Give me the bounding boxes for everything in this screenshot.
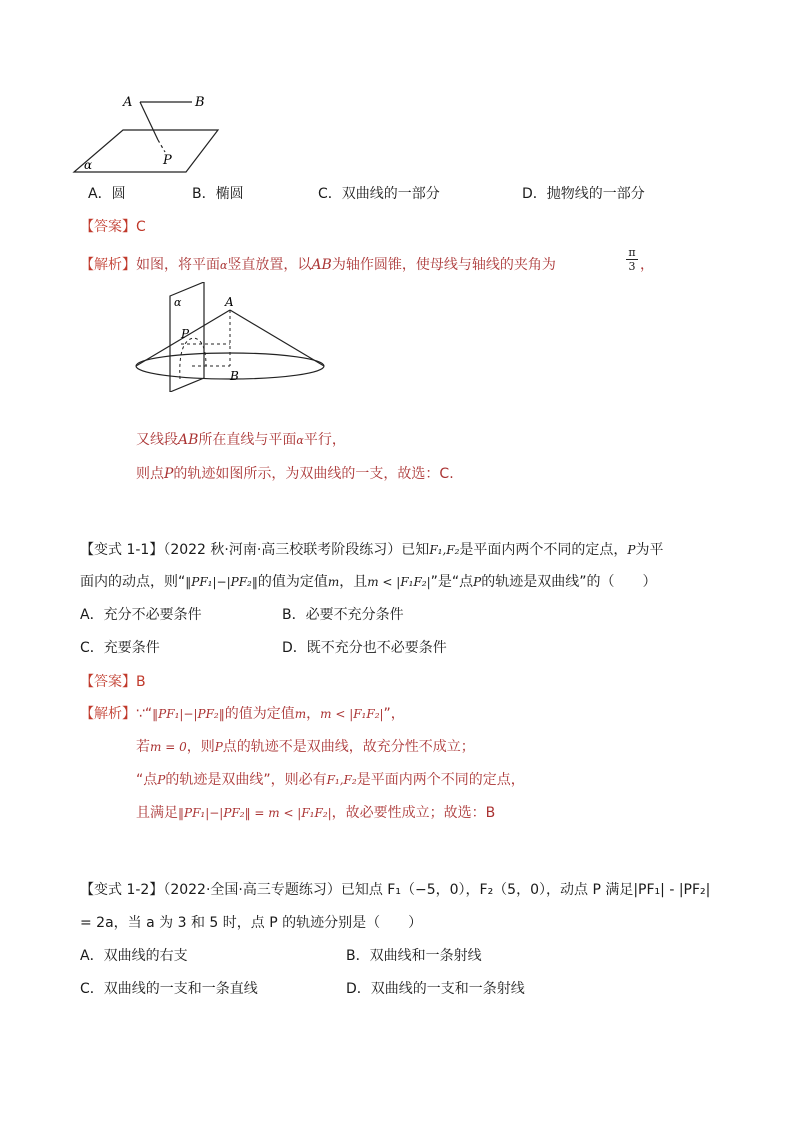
q2-answer [80, 673, 146, 691]
analysis-text: ， [306, 706, 321, 722]
q3-line2: = 2a，当 a 为 3 和 5 时，点 P 的轨迹分别是（ ） [80, 915, 423, 931]
label-alpha: α [84, 158, 93, 172]
foci: F₁,F₂ [326, 773, 357, 787]
q3-option-c: C．双曲线的一支和一条直线 [80, 981, 258, 997]
question-tag: 【变式 1-2】 [80, 882, 164, 898]
abs-expression: ‖PF₁|−|PF₂‖ [152, 707, 225, 721]
q1-analysis-line2 [136, 431, 346, 450]
condition: m < |F₁F₂| [367, 575, 431, 589]
analysis-text: 所在直线与平面 [198, 432, 297, 448]
q2-option-c: C．充要条件 [80, 640, 160, 656]
question-text: ，且 [339, 574, 368, 590]
segment-ab: AB [311, 257, 332, 273]
analysis-text: ∵“ [136, 706, 153, 722]
point-p: P [473, 575, 482, 589]
q2-line1 [80, 541, 663, 559]
analysis-text: 是平面内两个不同的定点， [356, 772, 525, 788]
answer-label: 【答案】 [80, 674, 136, 690]
q1-option-b: B．椭圆 [192, 186, 244, 202]
condition: m < |F₁F₂| [320, 707, 384, 721]
analysis-text: ，故必要性成立；故选：B [331, 805, 496, 821]
point-p: P [627, 543, 636, 557]
analysis-text: 若 [136, 739, 150, 755]
label-A: A [123, 95, 133, 110]
plane-figure [68, 88, 228, 178]
cone-label-B: B [230, 369, 239, 383]
analysis-text: 的轨迹是双曲线”，则必有 [165, 772, 327, 788]
analysis-text: 平行， [303, 432, 346, 448]
q1-analysis-line1 [80, 256, 556, 275]
analysis-text: 又线段 [136, 432, 178, 448]
analysis-label: 【解析】 [80, 257, 136, 273]
q2-line2 [80, 573, 657, 591]
point-p: P [214, 740, 223, 754]
var-m: m [327, 575, 340, 589]
point-p: P [157, 773, 166, 787]
analysis-text: ，则 [186, 739, 215, 755]
question-text: ”是“点 [430, 574, 474, 590]
analysis-label: 【解析】 [80, 706, 136, 722]
question-text: 为平 [635, 542, 664, 558]
q2-option-b: B．必要不充分条件 [282, 607, 404, 623]
fraction-pi-over-3 [626, 246, 638, 273]
question-text: （2022·全国·高三专题练习）已知点 F₁（−5，0），F₂（5，0），动点 P 满足|PF₁| - |PF₂| [163, 882, 711, 898]
answer-label: 【答案】 [80, 219, 136, 235]
q2-analysis-line1 [80, 705, 405, 723]
q2-analysis-line3 [136, 771, 525, 789]
q2-analysis-line4 [136, 804, 495, 822]
segment-ab: AB [178, 432, 199, 448]
question-text: 的轨迹是双曲线”的（ ） [481, 574, 657, 590]
cone-label-P: P [181, 327, 190, 341]
label-P: P [163, 153, 172, 168]
question-text: 面内的动点，则“ [80, 574, 186, 590]
analysis-text: ”， [383, 706, 405, 722]
q1-analysis-line3 [136, 465, 454, 483]
q2-option-a: A．充分不必要条件 [80, 607, 202, 623]
question-text: （2022 秋·河南·高三校联考阶段练习）已知 [163, 542, 430, 558]
abs-expression: ‖PF₁|−|PF₂‖ [185, 575, 258, 589]
q2-analysis-line2 [136, 738, 475, 756]
analysis-line1-end: ， [640, 257, 654, 273]
var-m: m = 0 [150, 740, 187, 754]
label-B: B [195, 95, 205, 110]
cone-label-A: A [225, 295, 234, 309]
point-p: P [164, 466, 174, 482]
var-m: m [294, 707, 307, 721]
cone-figure [134, 282, 334, 392]
q1-option-c: C．双曲线的一部分 [318, 186, 440, 202]
question-tag: 【变式 1-1】 [80, 542, 164, 558]
q1-option-d: D．抛物线的一部分 [522, 186, 645, 202]
cone-label-alpha: α [174, 296, 182, 309]
foci: F₁,F₂ [429, 543, 460, 557]
q3-option-d: D．双曲线的一支和一条射线 [346, 981, 525, 997]
q3-option-b: B．双曲线和一条射线 [346, 948, 482, 964]
analysis-text: 则点 [136, 466, 164, 482]
q1-answer [80, 218, 146, 236]
analysis-text: “点 [136, 772, 158, 788]
analysis-text: 如图，将平面 [136, 257, 220, 273]
fraction-denominator: 3 [628, 260, 636, 273]
q3-option-a: A．双曲线的右支 [80, 948, 188, 964]
answer-value: B [136, 674, 146, 690]
question-text: 是平面内两个不同的定点， [459, 542, 628, 558]
analysis-text: 竖直放置，以 [227, 257, 312, 273]
analysis-text: 为轴作圆锥，使母线与轴线的夹角为 [331, 257, 556, 273]
question-text: 的值为定值 [257, 574, 328, 590]
alpha-symbol: α [220, 259, 228, 272]
analysis-text: 的轨迹如图所示，为双曲线的一支，故选：C. [173, 466, 454, 482]
answer-value: C [136, 219, 146, 235]
analysis-text: 且满足 [136, 805, 178, 821]
q2-option-d: D．既不充分也不必要条件 [282, 640, 447, 656]
fraction-numerator: π [626, 246, 638, 260]
alpha-symbol: α [296, 434, 304, 447]
q1-option-a: A．圆 [88, 186, 126, 202]
abs-expression: ‖PF₁|−|PF₂‖ = m < |F₁F₂| [178, 806, 332, 820]
analysis-text: 点的轨迹不是双曲线，故充分性不成立； [222, 739, 475, 755]
q3-line1 [80, 881, 710, 899]
analysis-text: 的值为定值 [224, 706, 295, 722]
